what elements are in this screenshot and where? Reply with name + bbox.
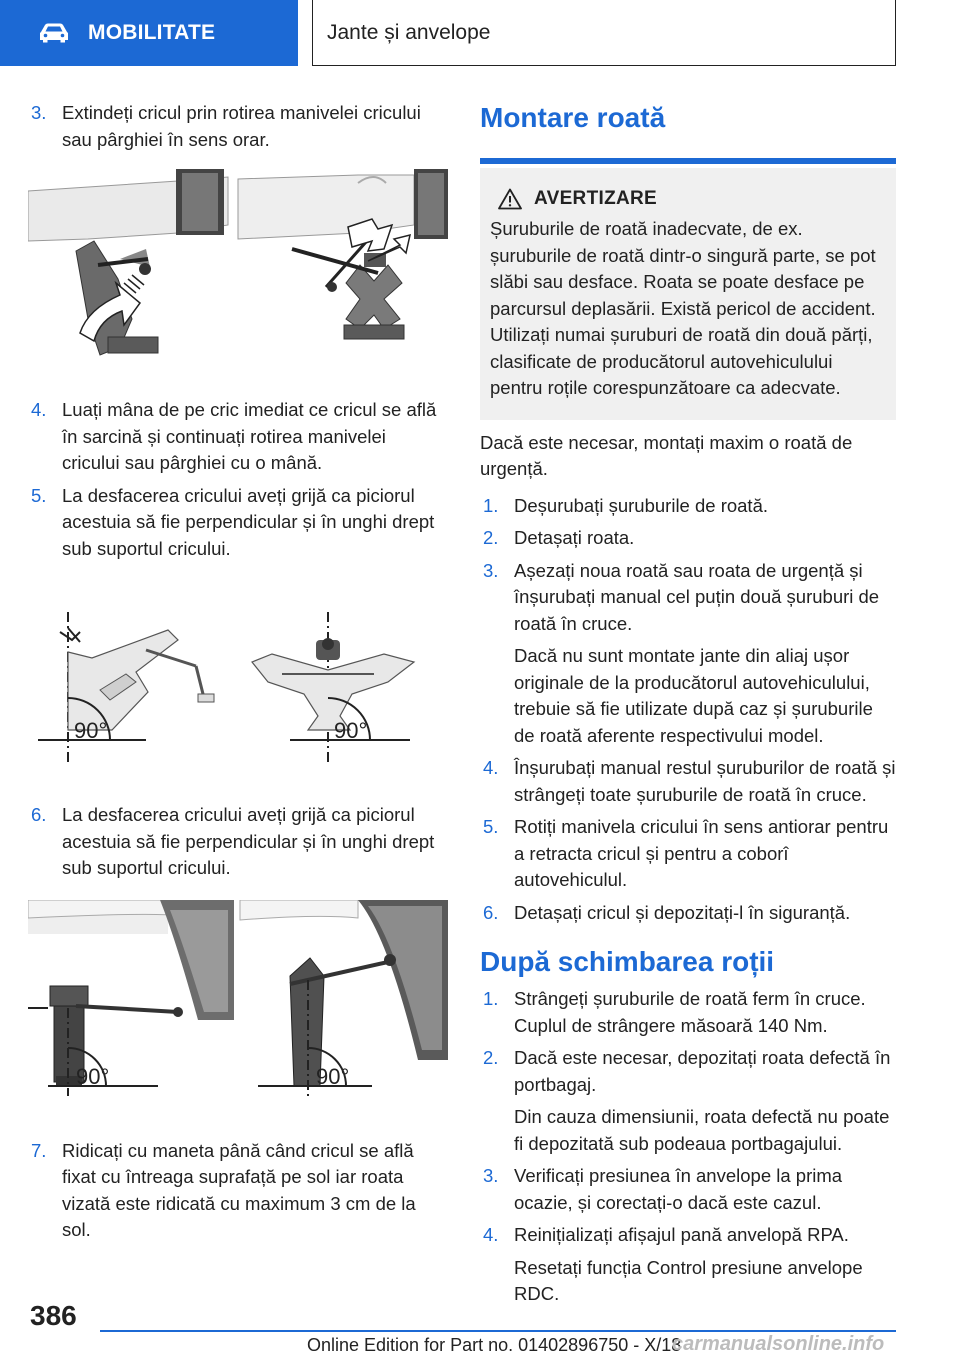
step-text: La desfacerea cricului aveți grijă ca piciorul acestuia să fie perpendicular și în unghi drept sub suportul cricului. (62, 484, 435, 559)
step-note: Din cauza dimensiunii, roata defectă nu poate fi depozitată sub podeaua portbagajului. (514, 1106, 890, 1154)
angle-label-left: 90° (76, 1063, 110, 1089)
mounting-steps (480, 493, 896, 927)
jack-extension-illustration (28, 169, 448, 369)
mount-step-6 (480, 900, 896, 927)
edition-text: Online Edition for Part no. 01402896750 - X/18 (307, 1335, 682, 1355)
step-number: 1. (483, 988, 499, 1009)
step-number: 4. (483, 1224, 499, 1245)
warning-title: AVERTIZARE (534, 188, 657, 209)
section-heading-dupa: După schimbarea roții (480, 946, 775, 977)
warning-triangle-icon (498, 188, 522, 210)
step-number: 6. (483, 901, 499, 923)
after-step-1 (480, 986, 896, 1039)
jack-angle-illustration (28, 612, 448, 768)
jack-under-car-figure (28, 900, 448, 1106)
step-number: 1. (483, 494, 499, 516)
page-number: 386 (30, 1300, 77, 1331)
step-text: Detașați roata. (514, 527, 635, 548)
step-note: Resetați funcția Control presiune anvelope RDC. (514, 1256, 863, 1304)
right-column (480, 100, 896, 1308)
angle-label-right: 90° (334, 718, 368, 743)
car-icon (38, 22, 70, 44)
step-number: 2. (483, 527, 499, 548)
after-step-3 (480, 1163, 896, 1216)
step-text: Luați mâna de pe cric imediat ce cricul se află în sarcină și continuați rotirea manivelei cricului sau pârghiei cu o mână. (62, 399, 437, 473)
mount-step-4 (480, 755, 896, 808)
step-text: Verificați presiunea în anvelope la prima ocazie, și corectați-o dacă este cazul. (514, 1165, 843, 1213)
step-number: 4. (31, 399, 47, 420)
page-title-box (312, 0, 896, 66)
jack-under-car-illustration (28, 900, 448, 1106)
after-change-steps (480, 986, 896, 1308)
page-title: Jante și anvelope (327, 20, 491, 44)
step-text: Așezați noua roată sau roata de urgență și înșurubați manual cel puțin două șuruburi de roată în cruce. (514, 559, 880, 634)
after-step-2 (480, 1045, 896, 1157)
step-text: La desfacerea cricului aveți grijă ca piciorul acestuia să fie perpendicular și în unghi drept sub suportul cricului. (62, 804, 435, 878)
jack-extension-figure (28, 169, 448, 369)
step-3 (28, 100, 448, 153)
angle-label-right: 90° (316, 1063, 350, 1089)
step-text: Extindeți cricul prin rotirea manivelei cricului sau pârghiei în sens orar. (62, 102, 421, 150)
intro-text: Dacă este necesar, montați maxim o roată de urgență. (480, 431, 853, 479)
step-number: 3. (483, 559, 499, 581)
step-text: Înșurubați manual restul șuruburilor de roată și strângeți toate șuruburile de roată în cruce. (514, 757, 896, 805)
step-number: 5. (31, 484, 47, 506)
step-text: Strângeți șuruburile de roată ferm în cruce. Cuplul de strângere măsoară 140 Nm. (514, 988, 866, 1036)
step-5 (28, 483, 448, 563)
section-tab (0, 0, 298, 66)
step-7 (28, 1138, 448, 1244)
mount-step-5 (480, 814, 896, 894)
step-6 (28, 802, 448, 882)
watermark: carmanualsonline.info (672, 1333, 885, 1355)
heading-rule (480, 158, 896, 164)
step-text: Rotiți manivela cricului în sens antiorar pentru a retracta cricul și pentru a coborî autovehiculul. (514, 816, 889, 890)
step-number: 3. (483, 1165, 499, 1186)
page-header (0, 0, 960, 66)
angle-label-left: 90° (74, 718, 108, 743)
step-text: Ridicați cu maneta până când cricul se află fixat cu întreaga suprafață pe sol iar roata vizată este ridicată cu maximum 3 cm de la sol. (62, 1139, 416, 1240)
step-number: 6. (31, 804, 47, 825)
mount-step-3 (480, 558, 896, 750)
left-column (28, 100, 448, 1244)
step-4 (28, 397, 448, 477)
step-number: 5. (483, 816, 499, 837)
warning-box (480, 168, 896, 420)
warning-header (498, 188, 884, 210)
step-number: 4. (483, 757, 499, 778)
mount-step-2 (480, 525, 896, 552)
jack-angle-figure (28, 612, 448, 768)
step-number: 7. (31, 1139, 47, 1161)
step-number: 2. (483, 1047, 499, 1068)
step-text: Reinițializați afișajul pană anvelopă RPA. (514, 1224, 849, 1245)
page-footer (0, 1290, 960, 1362)
section-label: MOBILITATE (88, 21, 216, 44)
warning-text: Șuruburile de roată inadecvate, de ex. șuruburile de roată dintr-o singură parte, se pot slăbi sau desface. Roata se poate desface pe parcursul deplasării. Există pericol de accident. Utilizați numai șuruburi de roată din două părți, clasificate de producătorul autovehiculului pentru roțile corespunzătoare ca adecvate. (490, 218, 876, 398)
step-note: Dacă nu sunt montate jante din aliaj ușor originale de la producătorul autovehiculului, trebuie să fie utilizate după caz și șuruburile de roată aferente respectivului model. (514, 645, 873, 746)
mount-step-1 (480, 493, 896, 520)
step-text: Dacă este necesar, depozitați roata defectă în portbagaj. (514, 1047, 891, 1095)
footer-rule (100, 1330, 896, 1332)
step-text: Deșurubați șuruburile de roată. (514, 494, 769, 516)
step-text: Detașați cricul și depozitați-l în siguranță. (514, 901, 851, 923)
section-heading-montare: Montare roată (480, 102, 666, 133)
step-number: 3. (31, 102, 47, 123)
